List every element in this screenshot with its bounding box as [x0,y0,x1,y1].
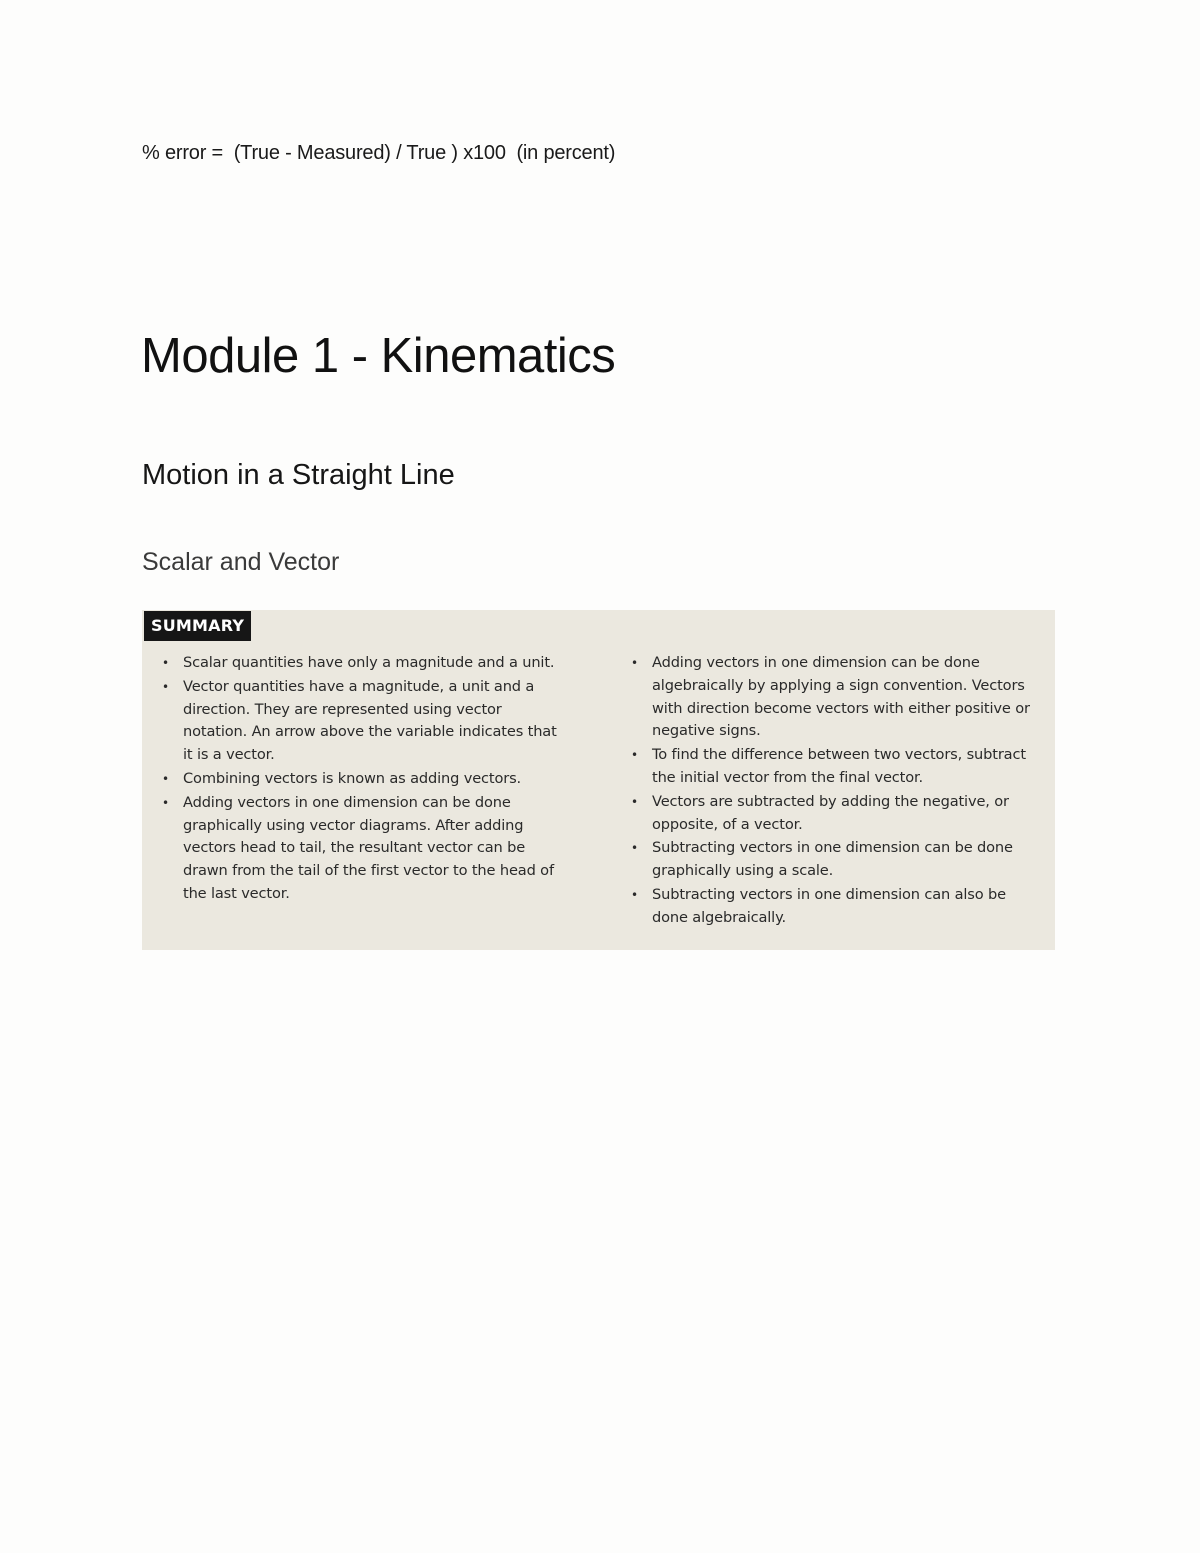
summary-label: SUMMARY [144,611,251,641]
summary-item: • Adding vectors in one dimension can be done graphically using vector diagrams. After adding vectors head to tail, the resultant vector can be drawn from the tail of the first vector to the head of the last vector. [183,792,563,906]
formula-line: % error = (True - Measured) / True ) x100 (in percent) [142,142,616,164]
summary-left-list [183,652,563,907]
summary-item: • Vectors are subtracted by adding the negative, or opposite, of a vector. [652,791,1044,837]
summary-right-list [652,652,1044,931]
summary-item: • Adding vectors in one dimension can be done algebraically by applying a sign convention. Vectors with direction become vectors with either positive or negative signs. [652,652,1044,743]
summary-item: • Vector quantities have a magnitude, a unit and a direction. They are represented using vector notation. An arrow above the variable indicates that it is a vector. [183,676,563,767]
subsection-title: Scalar and Vector [142,548,340,576]
summary-item: • Subtracting vectors in one dimension can be done graphically using a scale. [652,837,1044,883]
summary-item: • To find the difference between two vectors, subtract the initial vector from the final vector. [652,744,1044,790]
summary-box [142,610,1055,950]
summary-item: • Subtracting vectors in one dimension can also be done algebraically. [652,884,1044,930]
summary-item: • Combining vectors is known as adding vectors. [183,768,563,791]
summary-item: • Scalar quantities have only a magnitude and a unit. [183,652,563,675]
module-title: Module 1 - Kinematics [141,329,616,383]
section-title: Motion in a Straight Line [142,459,455,491]
